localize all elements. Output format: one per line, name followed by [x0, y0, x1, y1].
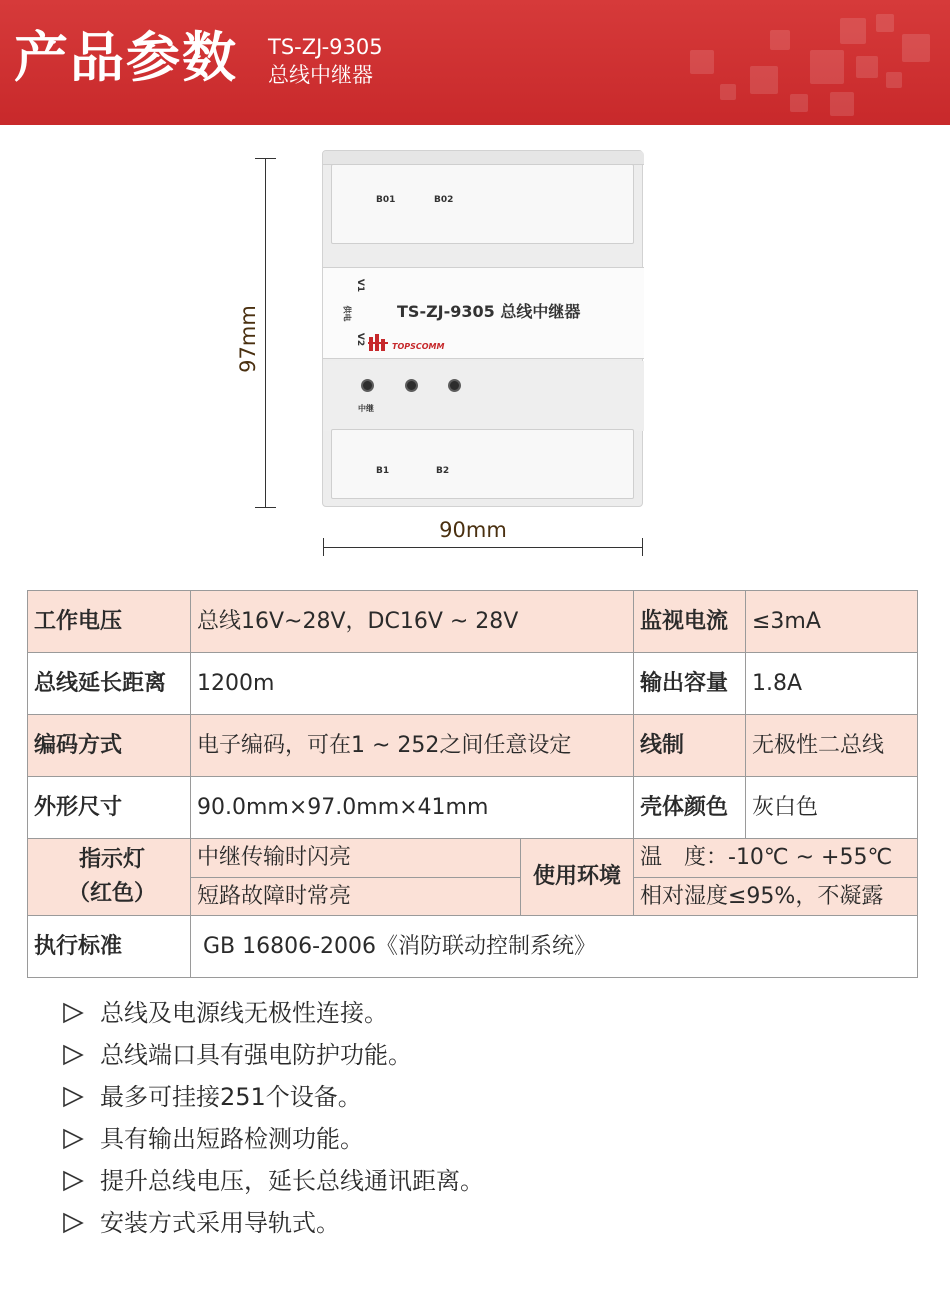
topscomm-logo-icon	[368, 333, 390, 353]
list-item	[58, 1160, 918, 1202]
triangle-bullet-icon	[62, 1044, 84, 1066]
header-decoration	[690, 10, 940, 120]
width-dimension-label: 90mm	[439, 518, 507, 542]
feature-text: 安装方式采用导轨式。	[100, 1209, 340, 1237]
device-bottom-terminal-cover	[331, 429, 634, 499]
feature-list	[58, 992, 918, 1244]
spec-label-size: 外形尺寸	[27, 776, 191, 839]
feature-text: 总线及电源线无极性连接。	[100, 999, 388, 1027]
spec-value-size: 90.0mm×97.0mm×41mm	[190, 776, 634, 839]
spec-value-environment-1: 温 度：-10℃ ~ +55℃	[633, 838, 918, 878]
feature-text: 总线端口具有强电防护功能。	[100, 1041, 412, 1069]
list-item	[58, 992, 918, 1034]
terminal-label-b1: B1	[376, 466, 390, 476]
feature-text: 具有输出短路检测功能。	[100, 1125, 364, 1153]
spec-label-working-voltage: 工作电压	[27, 590, 191, 653]
device-model-label: TS-ZJ-9305 总线中继器	[397, 302, 581, 321]
spec-label-shell-color: 壳体颜色	[633, 776, 746, 839]
spec-label-output-capacity: 输出容量	[633, 652, 746, 715]
width-dimension-cap-right	[642, 538, 643, 556]
triangle-bullet-icon	[62, 1086, 84, 1108]
terminal-label-b01: B01	[376, 195, 396, 205]
device-top-terminal-cover	[331, 164, 634, 244]
side-label-v1: V1	[355, 278, 366, 293]
spec-value-monitor-current: ≤3mA	[745, 590, 918, 653]
spec-label-coding: 编码方式	[27, 714, 191, 777]
width-dimension-line	[323, 547, 643, 548]
spec-value-standard: GB 16806-2006《消防联动控制系统》	[190, 915, 918, 978]
spec-label-wiring: 线制	[633, 714, 746, 777]
list-item	[58, 1118, 918, 1160]
triangle-bullet-icon	[62, 1212, 84, 1234]
spec-value-shell-color: 灰白色	[745, 776, 918, 839]
spec-value-indicator-1: 中继传输时闪亮	[190, 838, 521, 878]
spec-value-wiring: 无极性二总线	[745, 714, 918, 777]
spec-label-standard: 执行标准	[27, 915, 191, 978]
spec-value-environment-2: 相对湿度≤95%，不凝露	[633, 877, 918, 916]
feature-text: 提升总线电压，延长总线通讯距离。	[100, 1167, 484, 1195]
spec-label-indicator-line2: （红色）	[67, 881, 156, 906]
device-top-rim	[323, 151, 644, 165]
spec-value-output-capacity: 1.8A	[745, 652, 918, 715]
triangle-bullet-icon	[62, 1128, 84, 1150]
terminal-label-b02: B02	[434, 195, 454, 205]
spec-label-bus-distance: 总线延长距离	[27, 652, 191, 715]
triangle-bullet-icon	[62, 1002, 84, 1024]
height-dimension-line	[265, 158, 266, 508]
height-dimension-label: 97mm	[236, 305, 260, 373]
spec-label-indicator-line1: 指示灯	[78, 847, 145, 872]
indicator-led-1	[361, 379, 374, 392]
height-dimension-cap-top	[255, 158, 276, 159]
spec-value-indicator-2: 短路故障时常亮	[190, 877, 521, 916]
product-image	[322, 150, 643, 507]
spec-label-monitor-current: 监视电流	[633, 590, 746, 653]
list-item	[58, 1076, 918, 1118]
width-dimension-cap-left	[323, 538, 324, 556]
device-brand-text: TOPSCOMM	[392, 342, 445, 351]
spec-value-coding: 电子编码，可在1 ~ 252之间任意设定	[190, 714, 634, 777]
list-item	[58, 1034, 918, 1076]
terminal-label-b2: B2	[436, 466, 450, 476]
height-dimension-cap-bottom	[255, 507, 276, 508]
spec-value-bus-distance: 1200m	[190, 652, 634, 715]
indicator-led-2	[405, 379, 418, 392]
product-name: 总线中继器	[268, 63, 373, 87]
side-label-v2: V2	[355, 332, 366, 347]
spec-label-indicator	[27, 838, 191, 916]
indicator-label: 中继	[358, 404, 374, 413]
indicator-led-3	[448, 379, 461, 392]
product-model: TS-ZJ-9305	[268, 35, 383, 59]
feature-text: 最多可挂接251个设备。	[100, 1083, 362, 1111]
page-title: 产品参数	[14, 26, 238, 89]
list-item	[58, 1202, 918, 1244]
side-label-power: 供电	[342, 305, 352, 322]
triangle-bullet-icon	[62, 1170, 84, 1192]
spec-label-environment: 使用环境	[520, 838, 634, 916]
device-indicator-panel	[323, 361, 644, 431]
spec-value-working-voltage: 总线16V~28V，DC16V ~ 28V	[190, 590, 634, 653]
header-banner	[0, 0, 950, 125]
spec-table	[27, 590, 918, 978]
